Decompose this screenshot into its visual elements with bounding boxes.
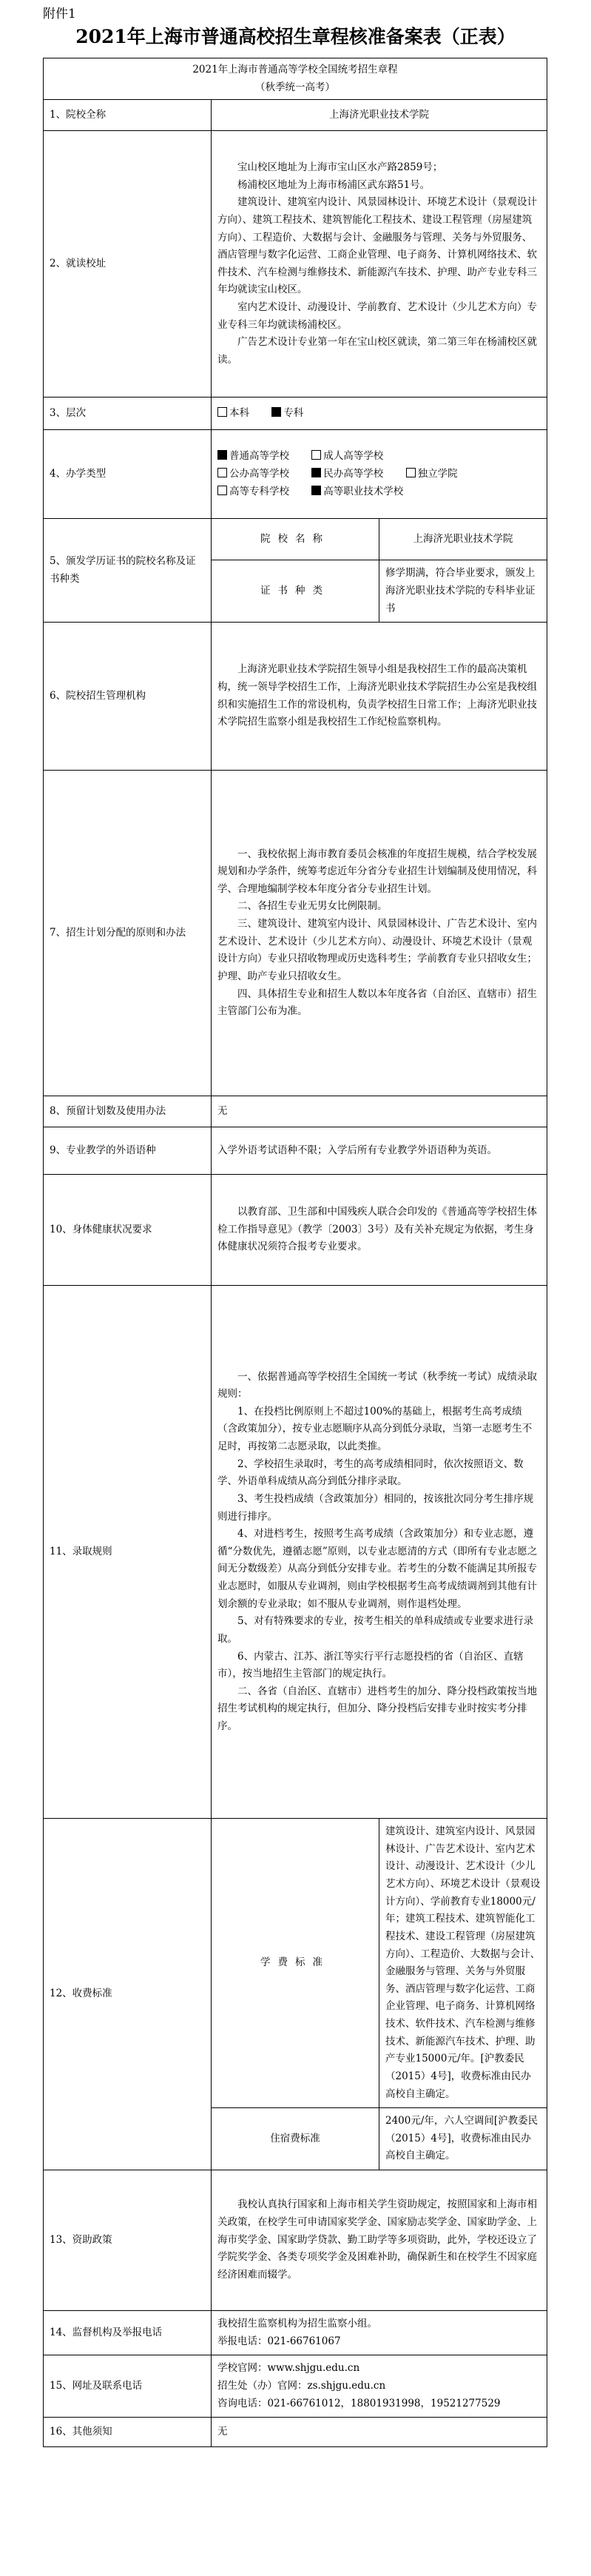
paragraph: 宝山校区地址为上海市宝山区水产路2859号； [237,161,443,173]
school-type-options [212,430,547,519]
checkbox-checked [311,468,321,477]
annex-label: 附件1 [43,7,76,21]
admission-content [212,1286,547,1819]
plan-content [212,771,547,1096]
paragraph: 2、学校招生录取时，考生的高考成绩相同时，依次按照语文、数学、外语单科成绩从高分到低分排序录取。 [217,1458,524,1488]
housing-value: 2400元/年，六人空调间[沪教委民（2015）4号]，收费标准由民办高校自主确定。 [379,2108,547,2170]
row-label: 3、层次 [44,398,212,430]
row-label: 4、办学类型 [44,430,212,519]
level-options [212,398,547,430]
paragraph: 广告艺术设计专业第一年在宝山校区就读，第二第三年在杨浦校区就读。 [217,336,537,366]
checkbox-checked [271,407,281,417]
option-label: 独立学院 [417,467,458,480]
row-label: 5、颁发学历证书的院校名称及证书种类 [44,519,212,623]
option-label: 高等职业技术学校 [323,485,404,497]
paragraph: 二、各招生专业无男女比例限制。 [237,900,388,913]
table-header [44,58,547,100]
row-label: 12、收费标准 [44,1819,212,2170]
school-website: 学校官网：www.shjgu.edu.cn [217,2362,360,2375]
row-label: 15、网址及联系电话 [44,2355,212,2418]
option-label: 公办高等学校 [229,467,289,480]
paragraph: 6、内蒙古、江苏、浙江等实行平行志愿投档的省（自治区、直辖市），按当地招生主管部门的规定执行。 [217,1650,524,1680]
language-value: 入学外语考试语种不限；入学后所有专业教学外语语种为英语。 [212,1127,547,1175]
consult-phone: 咨询电话：021-66761012，18801931998，19521277529 [217,2397,501,2409]
document-title: 2021年上海市普通高校招生章程核准备案表（正表） [75,26,516,47]
checkbox-unchecked [311,450,321,460]
paragraph: 4、对进档考生，按照考生高考成绩（含政策加分）和专业志愿，遵循“分数优先，遵循志愿”原则，以专业志愿清的方式（即所有专业志愿之间无分数级差）从高分到低分安排专业。若考生的分数不能满足其所报专业志愿时，如服从专业调剂，则由学校根据考生高考成绩调剂到其他有计划余额的专业录取；如不服从专业调剂，则作退档处理。 [217,1528,538,1610]
option-label: 高等专科学校 [229,485,289,497]
row-label: 7、招生计划分配的原则和办法 [44,771,212,1096]
table-header-line1: 2021年上海市普通高等学校全国统考招生章程 [192,64,398,76]
report-phone: 举报电话：021-66761067 [217,2335,341,2347]
contact-content [212,2355,547,2418]
row-label: 16、其他须知 [44,2418,212,2447]
row-label: 13、资助政策 [44,2170,212,2311]
supervision-line: 我校招生监察机构为招生监察小组。 [217,2318,377,2330]
tuition-label: 学费标准 [212,1819,379,2108]
paragraph: 上海济光职业技术学院招生领导小组是我校招生工作的最高决策机构，统一领导学校招生工作，上海济光职业技术学院招生办公室是我校组织和实施招生工作的常设机构，负责学校招生日常工作；上海济光职业技术学院招生监察小组是我校招生工作纪检监察机构。 [217,663,537,728]
cert-type-value: 修学期满，符合毕业要求，颁发上海济光职业技术学院的专科毕业证书 [379,560,547,623]
row-label: 11、录取规则 [44,1286,212,1819]
paragraph: 杨浦校区地址为上海市杨浦区武东路51号。 [237,178,430,191]
paragraph: 室内艺术设计、动漫设计、学前教育、艺术设计（少儿艺术方向）专业专科三年均就读杨浦校区。 [217,301,537,331]
option-public-hei[interactable] [217,468,289,480]
row-label: 1、院校全称 [44,100,212,131]
cert-type-label: 证书种类 [212,560,379,623]
option-label: 本科 [229,406,249,419]
admissions-website: 招生处（办）官网：zs.shjgu.edu.cn [217,2379,386,2392]
checkbox-unchecked [217,468,227,477]
row-label: 8、预留计划数及使用办法 [44,1096,212,1127]
row-label: 6、院校招生管理机构 [44,623,212,771]
option-vocational-college[interactable] [311,486,403,497]
option-label: 专科 [283,406,304,419]
supervision-content [212,2311,547,2355]
option-undergrad[interactable] [217,407,249,419]
paragraph: 1、在投档比例原则上不超过100%的基础上，根据考生高考成绩（含政策加分），按专业志愿顺序从高分到低分录取，当第一志愿考生不足时，再按第二志愿录取，以此类推。 [217,1405,533,1453]
option-label: 普通高等学校 [229,450,289,463]
option-private-hei[interactable] [311,468,383,480]
paragraph: 以教育部、卫生部和中国残疾人联合会印发的《普通高等学校招生体检工作指导意见》（教学〔2003〕3号）及有关补充规定为依据，考生身体健康状况须符合报考专业要求。 [217,1206,537,1253]
option-regular-hei[interactable] [217,450,289,462]
organization-content [212,623,547,771]
option-junior-college[interactable] [217,486,289,497]
paragraph: 3、考生投档成绩（含政策加分）相同的，按该批次同分考生排序规则进行排序。 [217,1492,534,1523]
paragraph: 四、具体招生专业和招生人数以本年度各省（自治区、直辖市）招生主管部门公布为准。 [217,987,537,1018]
paragraph: 三、建筑设计、建筑室内设计、风景园林设计、广告艺术设计、室内艺术设计、艺术设计（少儿艺术方向）、动漫设计、环境艺术设计（景观设计方向）专业只招收物理或历史选科考生；学前教育专业只招收女生；护理、助产专业只招收女生。 [217,918,537,982]
option-college[interactable] [271,407,303,419]
school-name-value: 上海济光职业技术学院 [212,100,547,131]
row-label: 9、专业教学的外语语种 [44,1127,212,1175]
cert-school-label: 院校名称 [212,519,379,560]
row-label: 10、身体健康状况要求 [44,1175,212,1286]
checkbox-unchecked [406,468,416,477]
paragraph: 我校认真执行国家和上海市相关学生资助规定，按照国家和上海市相关政策，在校学生可申请国家奖学金、国家励志奖学金、国家助学金、上海市奖学金、国家助学贷款、勤工助学等多项资助，此外，学校还设立了学院奖学金、各类专项奖学金及困难补助，确保新生和在校学生不因家庭经济困难而辍学。 [217,2198,537,2281]
registration-table [43,58,547,2447]
paragraph: 5、对有特殊要求的专业，按考生相关的单科成绩或专业要求进行录取。 [217,1615,534,1645]
checkbox-unchecked [217,407,227,417]
row-label: 14、监督机构及举报电话 [44,2311,212,2355]
tuition-value: 建筑设计、建筑室内设计、风景园林设计、广告艺术设计、室内艺术设计、动漫设计、艺术设计（少儿艺术方向）、环境艺术设计（景观设计方向）、学前教育专业18000元/年；建筑工程技术、建筑智能化工程技术、建设工程管理（房屋建筑方向）、工程造价、大数据与会计、金融服务与管理、关务与外贸服务、酒店管理与数字化运营、工商企业管理、电子商务、计算机网络技术、软件技术、汽车检测与维修技术、新能源汽车技术、护理、助产专业15000元/年。[沪教委民（2015）4号]，收费标准由民办高校自主确定。 [379,1819,547,2108]
option-adult-hei[interactable] [311,450,383,462]
paragraph: 二、各省（自治区、直辖市）进档考生的加分、降分投档政策按当地招生考试机构的规定执行，但加分、降分投档后安排专业时按实考分排序。 [217,1685,537,1733]
checkbox-checked [311,486,321,495]
aid-content [212,2170,547,2311]
paragraph: 一、依据普通高等学校招生全国统一考试（秋季统一考试）成绩录取规则： [217,1370,537,1401]
checkbox-checked [217,450,227,460]
option-independent-college[interactable] [406,468,458,480]
row-label: 2、就读校址 [44,131,212,398]
option-label: 民办高等学校 [323,467,384,480]
housing-label: 住宿费标准 [212,2108,379,2170]
paragraph: 建筑设计、建筑室内设计、风景园林设计、环境艺术设计（景观设计方向）、建筑工程技术、建筑智能化工程技术、建设工程管理（房屋建筑方向）、工程造价、大数据与会计、金融服务与管理、关务与外贸服务、酒店管理与数字化运营、工商企业管理、电子商务、计算机网络技术、软件技术、汽车检测与维修技术、新能源汽车技术、护理、助产专业专科三年均就读宝山校区。 [217,196,537,296]
cert-school-value: 上海济光职业技术学院 [379,519,547,560]
health-content [212,1175,547,1286]
reserve-value: 无 [212,1096,547,1127]
campus-content [212,131,547,398]
table-header-line2: （秋季统一高考） [255,81,335,93]
paragraph: 一、我校依据上海市教育委员会核准的年度招生规模，结合学校发展规划和办学条件，统筹考虑近年分省分专业招生计划编制及使用情况，科学、合理地编制学校本年度分省分专业招生计划。 [217,848,537,895]
option-label: 成人高等学校 [323,450,384,463]
checkbox-unchecked [217,486,227,495]
other-value: 无 [212,2418,547,2447]
